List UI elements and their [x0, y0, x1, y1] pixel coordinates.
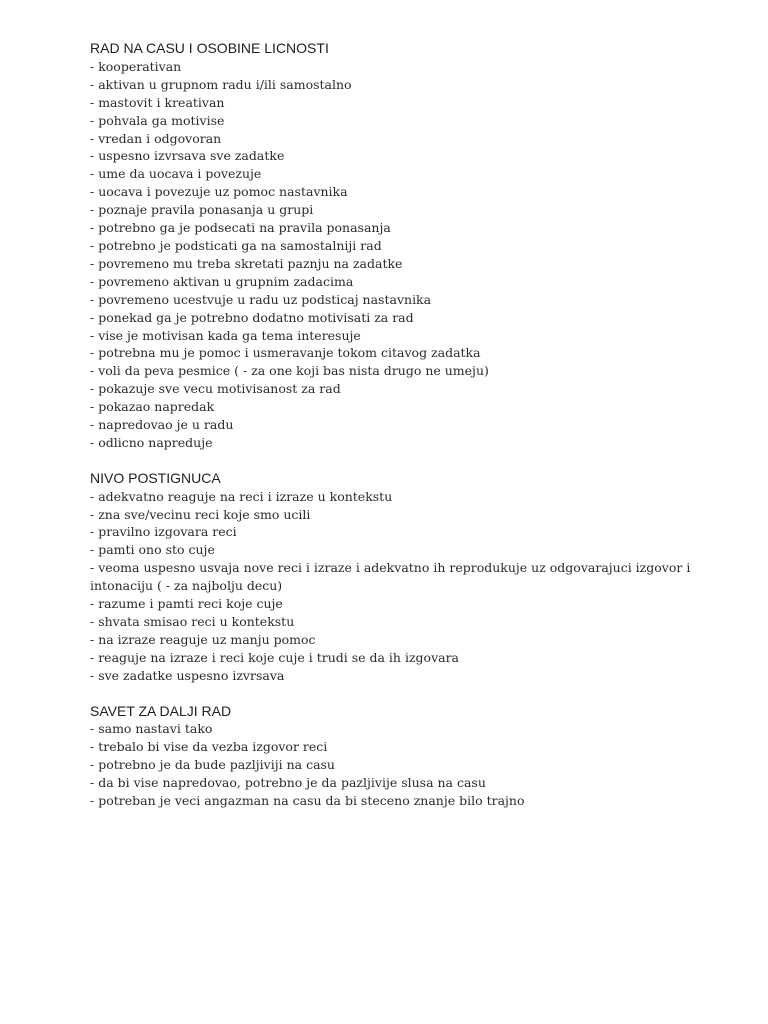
list-item: - potrebno je da bude pazljiviji na casu [90, 757, 335, 773]
list-item: - vredan i odgovoran [90, 130, 222, 146]
list-item: - uspesno izvrsava sve zadatke [90, 148, 285, 164]
list-item: - samo nastavi tako [90, 721, 213, 737]
section-title: SAVET ZA DALJI RAD [90, 702, 232, 719]
list-item: - aktivan u grupnom radu i/ili samostalno [90, 76, 352, 92]
list-item: - povremeno mu treba skretati paznju na zadatke [90, 255, 403, 271]
list-item: - na izraze reaguje uz manju pomoc [90, 631, 316, 647]
list-item: - razume i pamti reci koje cuje [90, 596, 283, 612]
section-2 [90, 703, 750, 810]
list-item: - ponekad ga je potrebno dodatno motivisati za rad [90, 309, 414, 325]
list-item: - kooperativan [90, 58, 182, 74]
document-page [90, 40, 750, 828]
list-item: - adekvatno reaguje na reci i izraze u kontekstu [90, 488, 393, 504]
list-item: - mastovit i kreativan [90, 94, 225, 110]
list-item: - pravilno izgovara reci [90, 524, 237, 540]
list-item: - potrebno ga je podsecati na pravila ponasanja [90, 220, 391, 236]
list-item: - veoma uspesno usvaja nove reci i izraze i adekvatno ih reprodukuje uz odgovarajuci izgovor i intonaciju ( - za najbolju decu) [90, 560, 691, 594]
section-list [90, 720, 750, 810]
list-item: - pohvala ga motivise [90, 112, 225, 128]
list-item: - reaguje na izraze i reci koje cuje i trudi se da ih izgovara [90, 649, 460, 665]
list-item: - odlicno napreduje [90, 434, 213, 450]
list-item: - trebalo bi vise da vezba izgovor reci [90, 739, 328, 755]
list-item: - zna sve/vecinu reci koje smo ucili [90, 506, 311, 522]
list-item: - pokazuje sve vecu motivisanost za rad [90, 381, 341, 397]
section-1 [90, 470, 750, 685]
list-item: - povremeno aktivan u grupnim zadacima [90, 273, 354, 289]
list-item: - napredovao je u radu [90, 417, 234, 433]
list-item: - voli da peva pesmice ( - za one koji bas nista drugo ne umeju) [90, 363, 489, 379]
list-item: - povremeno ucestvuje u radu uz podsticaj nastavnika [90, 291, 432, 307]
list-item: - vise je motivisan kada ga tema interesuje [90, 327, 361, 343]
list-item: - da bi vise napredovao, potrebno je da pazljivije slusa na casu [90, 775, 486, 791]
list-item: - potreban je veci angazman na casu da bi steceno znanje bilo trajno [90, 793, 525, 809]
document-body [90, 40, 750, 810]
list-item: - poznaje pravila ponasanja u grupi [90, 202, 314, 218]
list-item: - pamti ono sto cuje [90, 542, 215, 558]
list-item: - sve zadatke uspesno izvrsava [90, 667, 285, 683]
list-item: - shvata smisao reci u kontekstu [90, 613, 295, 629]
section-title: NIVO POSTIGNUCA [90, 469, 221, 486]
list-item: - potrebno je podsticati ga na samostalniji rad [90, 237, 382, 253]
list-item: - pokazao napredak [90, 399, 215, 415]
list-item: - ume da uocava i povezuje [90, 166, 262, 182]
section-0 [90, 40, 750, 452]
list-item: - potrebna mu je pomoc i usmeravanje tokom citavog zadatka [90, 345, 481, 361]
list-item: - uocava i povezuje uz pomoc nastavnika [90, 184, 348, 200]
section-list [90, 488, 750, 685]
section-list [90, 58, 750, 452]
section-title: RAD NA CASU I OSOBINE LICNOSTI [90, 40, 329, 56]
